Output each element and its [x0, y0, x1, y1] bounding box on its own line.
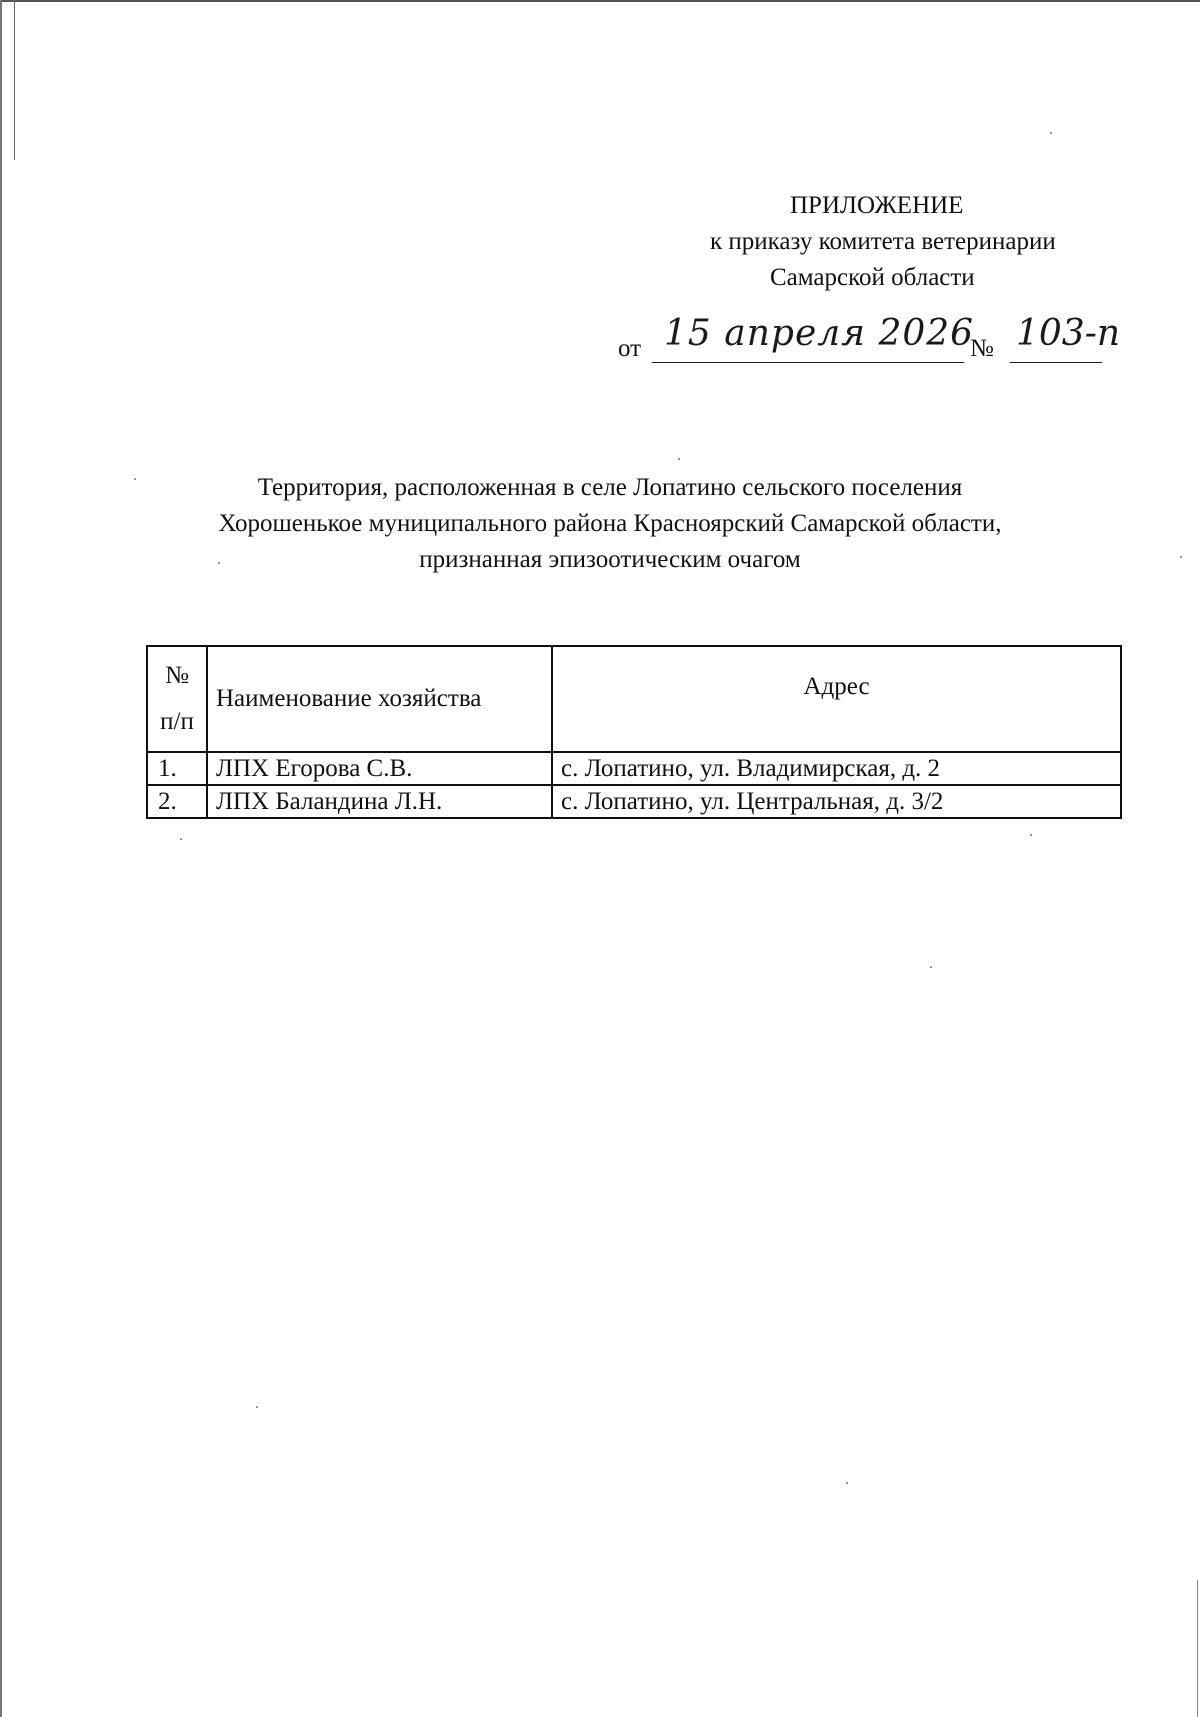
- appendix-subtitle-line1: к приказу комитета ветеринарии: [710, 228, 1056, 255]
- row-household-name: ЛПХ Егорова С.В.: [207, 752, 552, 785]
- row-address: с. Лопатино, ул. Владимирская, д. 2: [552, 752, 1121, 785]
- row-number: 2.: [147, 785, 207, 818]
- table-header-row: [147, 646, 1121, 752]
- header-household-name: Наименование хозяйства: [207, 646, 552, 752]
- scan-edge-left-inner: [14, 0, 15, 160]
- scan-edge-left: [0, 0, 2, 1717]
- appendix-title: ПРИЛОЖЕНИЕ: [790, 192, 964, 219]
- table-row: [147, 752, 1121, 785]
- heading-line3: признанная эпизоотическим очагом: [419, 546, 801, 573]
- order-number-underline: [1010, 362, 1102, 363]
- scan-speck: [180, 838, 182, 840]
- header-number-sign: №: [165, 662, 189, 689]
- scan-speck: [1180, 556, 1182, 558]
- table-row: [147, 785, 1121, 818]
- scan-edge-right: [1197, 1580, 1198, 1717]
- row-number: 1.: [147, 752, 207, 785]
- order-date-handwritten: 15 апреля 2026: [664, 313, 975, 354]
- scan-speck: [134, 478, 136, 480]
- households-table-wrapper: [146, 645, 1122, 819]
- scan-speck: [846, 1482, 848, 1484]
- header-number-pp: п/п: [160, 708, 194, 735]
- appendix-subtitle-line2: Самарской области: [770, 264, 975, 291]
- scan-speck: [256, 1406, 258, 1408]
- order-date-underline: [652, 362, 964, 363]
- heading-line2: Хорошенькое муниципального района Красноярский Самарской области,: [218, 510, 1002, 537]
- households-table: [146, 645, 1122, 819]
- scan-edge-top: [0, 0, 1200, 2]
- scan-speck: [930, 966, 932, 968]
- heading-line1: Территория, расположенная в селе Лопатино сельского поселения: [257, 474, 963, 501]
- order-from-label: от: [618, 335, 642, 362]
- document-heading: [140, 470, 1080, 578]
- header-number: [147, 646, 207, 752]
- order-reference: [618, 315, 1138, 365]
- row-address: с. Лопатино, ул. Центральная, д. 3/2: [552, 785, 1121, 818]
- row-household-name: ЛПХ Баландина Л.Н.: [207, 785, 552, 818]
- scan-speck: [1050, 132, 1052, 134]
- header-address: Адрес: [552, 646, 1121, 752]
- order-number-handwritten: 103-п: [1016, 313, 1121, 354]
- scan-speck: [1030, 834, 1032, 836]
- order-number-label: №: [970, 335, 994, 362]
- scan-speck: [678, 458, 680, 460]
